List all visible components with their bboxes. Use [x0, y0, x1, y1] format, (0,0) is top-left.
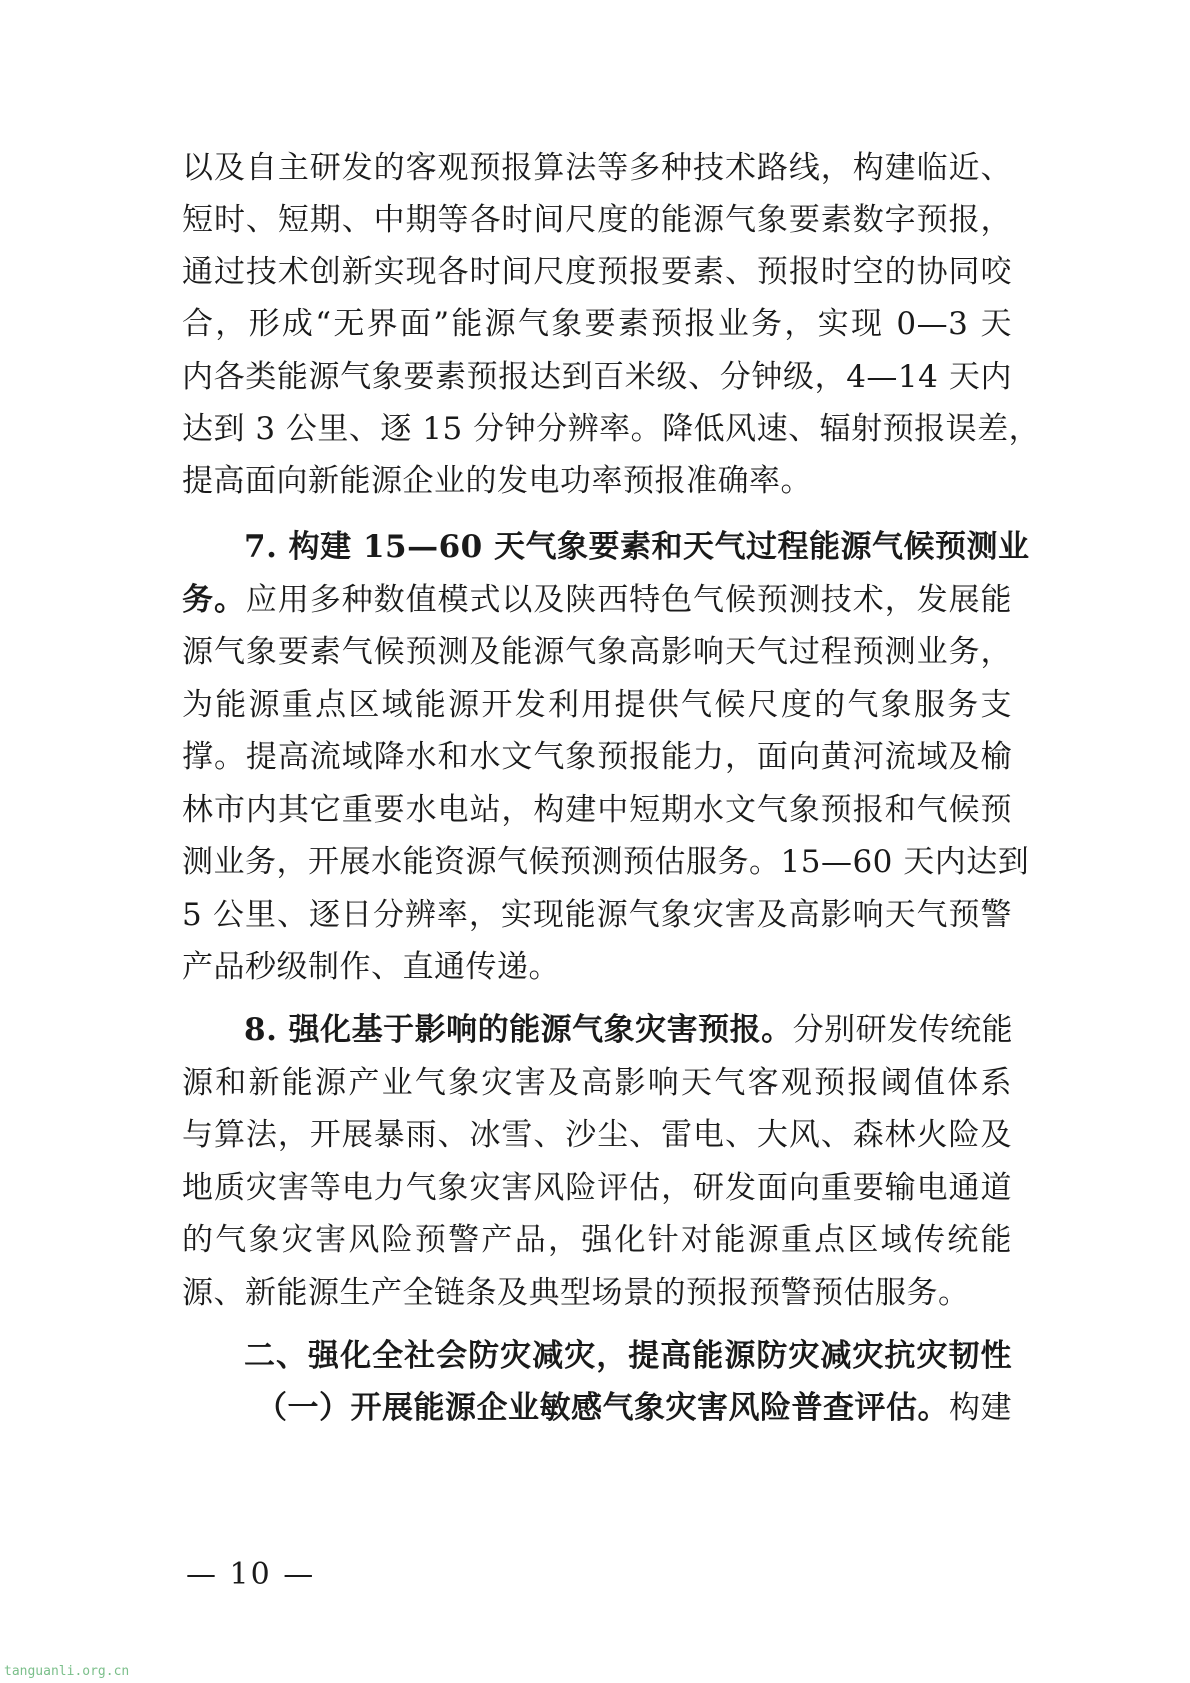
text-line: 以及自主研发的客观预报算法等多种技术路线，构建临近、	[182, 150, 1012, 186]
item-heading-7: 7. 构建 15—60 天气象要素和天气过程能源气候预测业	[244, 529, 1030, 565]
subsection-title: （一）开展能源企业敏感气象灾害风险普查评估。	[256, 1390, 949, 1426]
item-heading-8: 8. 强化基于影响的能源气象灾害预报。	[244, 1012, 793, 1048]
subsection-heading	[256, 1388, 1012, 1428]
text-line-mixed	[182, 580, 1012, 620]
text-line: 源气象要素气候预测及能源气象高影响天气过程预测业务，	[182, 634, 1012, 670]
text-line: 为能源重点区域能源开发利用提供气候尺度的气象服务支	[182, 687, 1012, 723]
text-span: 分别研发传统能	[792, 1012, 1014, 1048]
text-line: 提高面向新能源企业的发电功率预报准确率。	[182, 463, 812, 499]
text-line: 撑。提高流域降水和水文气象预报能力，面向黄河流域及榆	[182, 739, 1012, 775]
text-line: 的气象灾害风险预警产品，强化针对能源重点区域传统能	[182, 1222, 1012, 1258]
text-span: 构建	[949, 1390, 1012, 1426]
text-line: 源和新能源产业气象灾害及高影响天气客观预报阈值体系	[182, 1065, 1012, 1101]
section-heading: 二、强化全社会防灾减灾，提高能源防灾减灾抗灾韧性	[244, 1338, 1012, 1374]
text-line: 短时、短期、中期等各时间尺度的能源气象要素数字预报，	[182, 202, 1012, 238]
item-heading-7-end: 务。	[182, 582, 246, 618]
text-line-mixed	[244, 1010, 1012, 1050]
watermark: tanguanli.org.cn	[4, 1664, 130, 1679]
text-line: 合，形成“无界面”能源气象要素预报业务，实现 0—3 天	[182, 306, 1012, 342]
text-line: 内各类能源气象要素预报达到百米级、分钟级，4—14 天内	[182, 359, 1012, 395]
text-line: 源、新能源生产全链条及典型场景的预报预警预估服务。	[182, 1275, 970, 1311]
text-line: 测业务，开展水能资源气候预测预估服务。15—60 天内达到	[182, 844, 1030, 880]
page-number: — 10 —	[186, 1557, 316, 1592]
text-line: 达到 3 公里、逐 15 分钟分辨率。降低风速、辐射预报误差，	[182, 411, 1041, 447]
text-line: 林市内其它重要水电站，构建中短期水文气象预报和气候预	[182, 792, 1012, 828]
text-span: 应用多种数值模式以及陕西特色气候预测技术，发展能	[245, 582, 1013, 618]
text-line: 与算法，开展暴雨、冰雪、沙尘、雷电、大风、森林火险及	[182, 1117, 1012, 1153]
text-line: 产品秒级制作、直通传递。	[182, 949, 560, 985]
text-line: 地质灾害等电力气象灾害风险评估，研发面向重要输电通道	[182, 1170, 1012, 1206]
text-line: 通过技术创新实现各时间尺度预报要素、预报时空的协同咬	[182, 254, 1012, 290]
text-line: 5 公里、逐日分辨率，实现能源气象灾害及高影响天气预警	[182, 897, 1012, 933]
